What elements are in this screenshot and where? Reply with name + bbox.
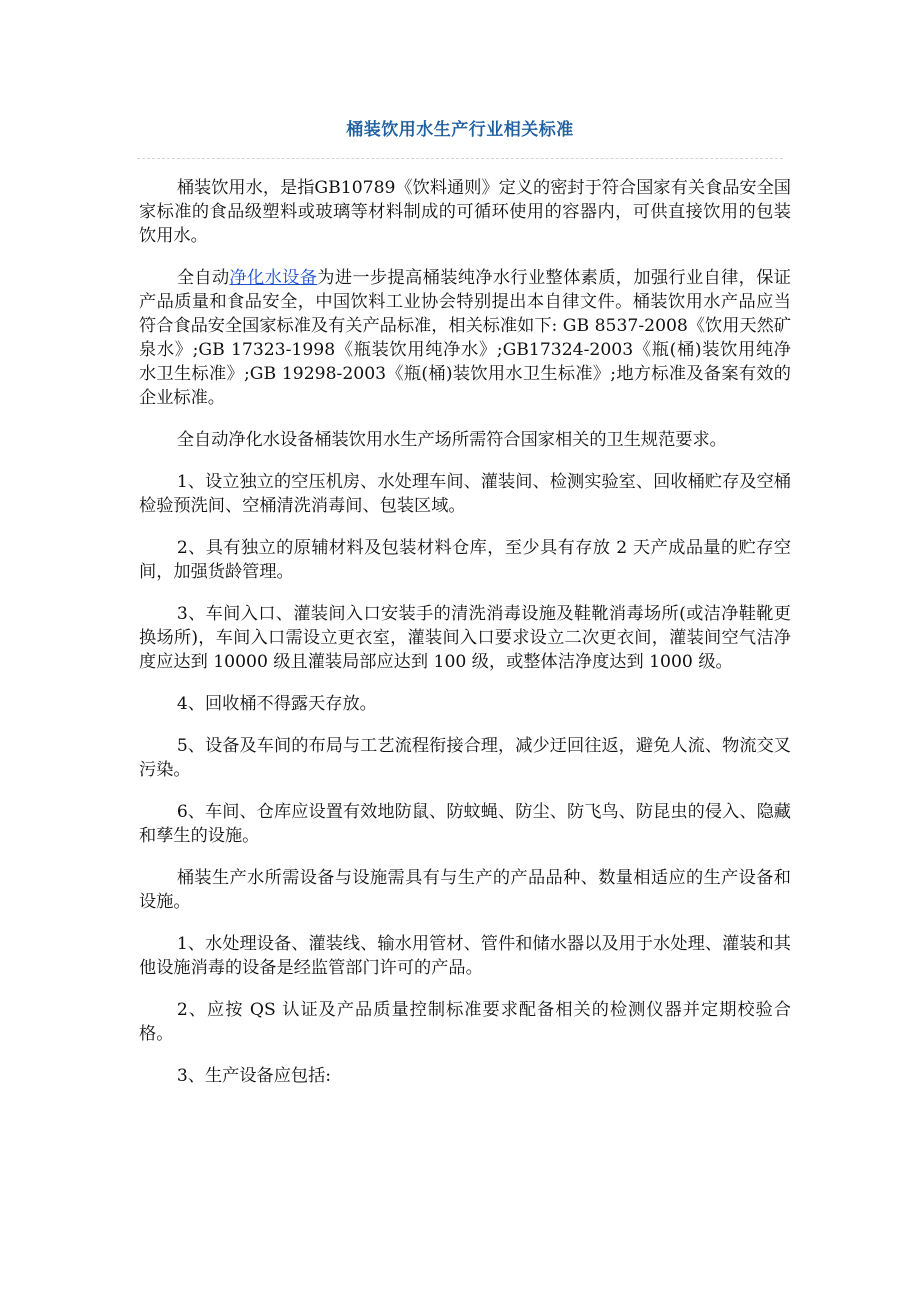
page-title: 桶装饮用水生产行业相关标准 bbox=[346, 120, 574, 140]
title-divider bbox=[137, 158, 783, 159]
paragraph-item-4: 4、回收桶不得露天存放。 bbox=[176, 694, 377, 714]
paragraph-item-3: 3、车间入口、灌装间入口安装手的清洗消毒设施及鞋靴消毒场所(或洁净鞋靴更换场所)，车间入口需设立更衣室，灌装间入口要求设立二次更衣间，灌装间空气洁净度应达到 10000 级且灌装局部应达到 100 级，或整体洁净度达到 1000 级。 bbox=[139, 604, 791, 672]
paragraph-item-5: 5、设备及车间的布局与工艺流程衔接合理，减少迂回往返，避免人流、物流交叉污染。 bbox=[139, 736, 791, 780]
paragraph-definition: 桶装饮用水，是指GB10789《饮料通则》定义的密封于符合国家有关食品安全国家标准的食品级塑料或玻璃等材料制成的可循环使用的容器内，可供直接饮用的包装饮用水。 bbox=[139, 178, 791, 246]
purification-equipment-link[interactable]: 净化水设备 bbox=[229, 268, 318, 288]
paragraph-prefix: 全自动 bbox=[176, 268, 230, 288]
paragraph-equipment-2: 2、应按 QS 认证及产品质量控制标准要求配备相关的检测仪器并定期校验合格。 bbox=[139, 1000, 791, 1044]
paragraph-item-2: 2、具有独立的原辅材料及包装材料仓库，至少具有存放 2 天产成品量的贮存空间，加强货龄管理。 bbox=[139, 538, 791, 582]
paragraph-item-6: 6、车间、仓库应设置有效地防鼠、防蚊蝇、防尘、防飞鸟、防昆虫的侵入、隐藏和孳生的设施。 bbox=[139, 802, 791, 846]
paragraph-site-requirements: 全自动净化水设备桶装饮用水生产场所需符合国家相关的卫生规范要求。 bbox=[176, 430, 727, 450]
paragraph-standards bbox=[139, 266, 791, 410]
paragraph-equipment-intro: 桶装生产水所需设备与设施需具有与生产的产品品种、数量相适应的生产设备和设施。 bbox=[139, 868, 791, 912]
paragraph-item-1: 1、设立独立的空压机房、水处理车间、灌装间、检测实验室、回收桶贮存及空桶检验预洗间、空桶清洗消毒间、包装区域。 bbox=[139, 472, 791, 516]
document-body bbox=[139, 176, 791, 1106]
paragraph-suffix: 为进一步提高桶装纯净水行业整体素质，加强行业自律，保证产品质量和食品安全，中国饮料工业协会特别提出本自律文件。桶装饮用水产品应当符合食品安全国家标准及有关产品标准，相关标准如下: GB 8537-2008《饮用天然矿泉水》;GB 17323-1998《瓶装饮用纯净水》;GB17324-2003《瓶(桶)装饮用纯净水卫生标准》;GB 19298-2003《瓶(桶)装饮用水卫生标准》;地方标准及备案有效的企业标准。 bbox=[139, 268, 791, 408]
paragraph-equipment-1: 1、水处理设备、灌装线、输水用管材、管件和储水器以及用于水处理、灌装和其他设施消毒的设备是经监管部门许可的产品。 bbox=[139, 934, 791, 978]
paragraph-equipment-3: 3、生产设备应包括: bbox=[176, 1066, 332, 1086]
